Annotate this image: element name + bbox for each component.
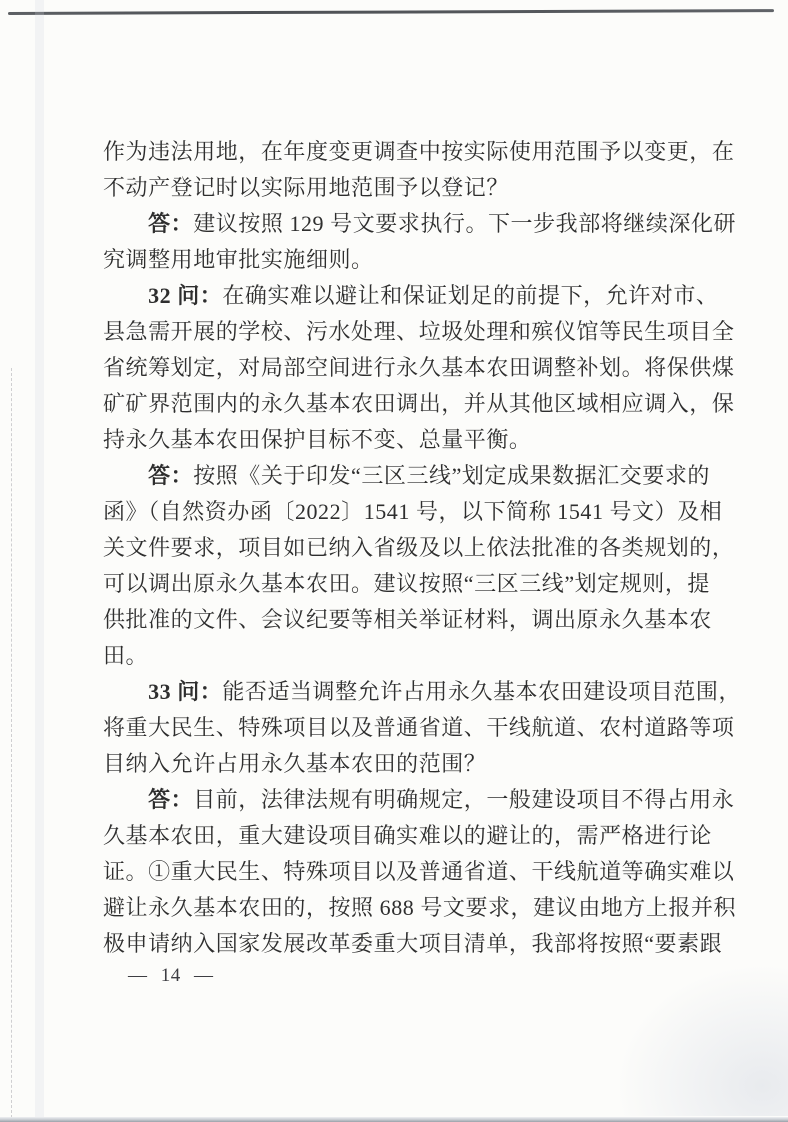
scan-shadow-bottom-right — [618, 966, 788, 1116]
paragraph-lead: 答： — [103, 463, 194, 488]
paragraph-lead: 答： — [103, 211, 194, 236]
text-line: 关文件要求，项目如已纳入省级及以上依法批准的各类规划的， — [103, 535, 735, 560]
text-line: 矿矿界范围内的永久基本农田调出，并从其他区域相应调入，保 — [103, 391, 735, 416]
text-line: 极申请纳入国家发展改革委重大项目清单，我部将按照“要素跟 — [103, 931, 723, 956]
scan-edge-top-line — [8, 9, 774, 15]
text-line: 不动产登记时以实际用地范围予以登记？ — [103, 175, 509, 200]
text-line: 将重大民生、特殊项目以及普通省道、干线航道、农村道路等项 — [103, 715, 735, 740]
document-lines — [103, 134, 745, 962]
text-line: 田。 — [103, 643, 149, 668]
text-line: 供批准的文件、会议纪要等相关举证材料，调出原永久基本农 — [103, 607, 712, 632]
text-line: 避让永久基本农田的，按照 688 号文要求，建议由地方上报并积 — [103, 895, 737, 920]
paragraph-lead: 33 问： — [103, 679, 223, 704]
text-line: 持永久基本农田保护目标不变、总量平衡。 — [103, 427, 532, 452]
scan-edge-bottom-line — [0, 1117, 788, 1122]
text-line: 答：按照《关于印发“三区三线”划定成果数据汇交要求的 — [103, 463, 710, 488]
scan-fold-band — [35, 0, 44, 1122]
text-line: 省统筹划定，对局部空间进行永久基本农田调整补划。将保供煤 — [103, 355, 735, 380]
text-line: 久基本农田，重大建设项目确实难以的避让的，需严格进行论 — [103, 823, 712, 848]
text-line: 可以调出原永久基本农田。建议按照“三区三线”划定规则，提 — [103, 571, 710, 596]
paragraph-lead: 答： — [103, 787, 194, 812]
text-line: 答：目前，法律法规有明确规定，一般建设项目不得占用永 — [103, 787, 735, 812]
text-line: 证。①重大民生、特殊项目以及普通省道、干线航道等确实难以 — [103, 859, 735, 884]
text-line: 函》（自然资办函〔2022〕1541 号，以下简称 1541 号文）及相 — [103, 499, 723, 524]
text-line: 32 问：在确实难以避让和保证划足的前提下，允许对市、 — [103, 283, 719, 308]
text-line: 33 问：能否适当调整允许占用永久基本农田建设项目范围， — [103, 679, 742, 704]
text-line: 究调整用地审批实施细则。 — [103, 247, 374, 272]
page-number: — 14 — — [128, 965, 214, 986]
text-line: 县急需开展的学校、污水处理、垃圾处理和殡仪馆等民生项目全 — [103, 319, 735, 344]
scan-edge-left-line — [11, 368, 12, 1118]
paragraph-lead: 32 问： — [103, 283, 223, 308]
text-line: 作为违法用地，在年度变更调查中按实际使用范围予以变更，在 — [103, 139, 735, 164]
text-line: 答：建议按照 129 号文要求执行。下一步我部将继续深化研 — [103, 211, 737, 236]
text-line: 目纳入允许占用永久基本农田的范围？ — [103, 751, 487, 776]
